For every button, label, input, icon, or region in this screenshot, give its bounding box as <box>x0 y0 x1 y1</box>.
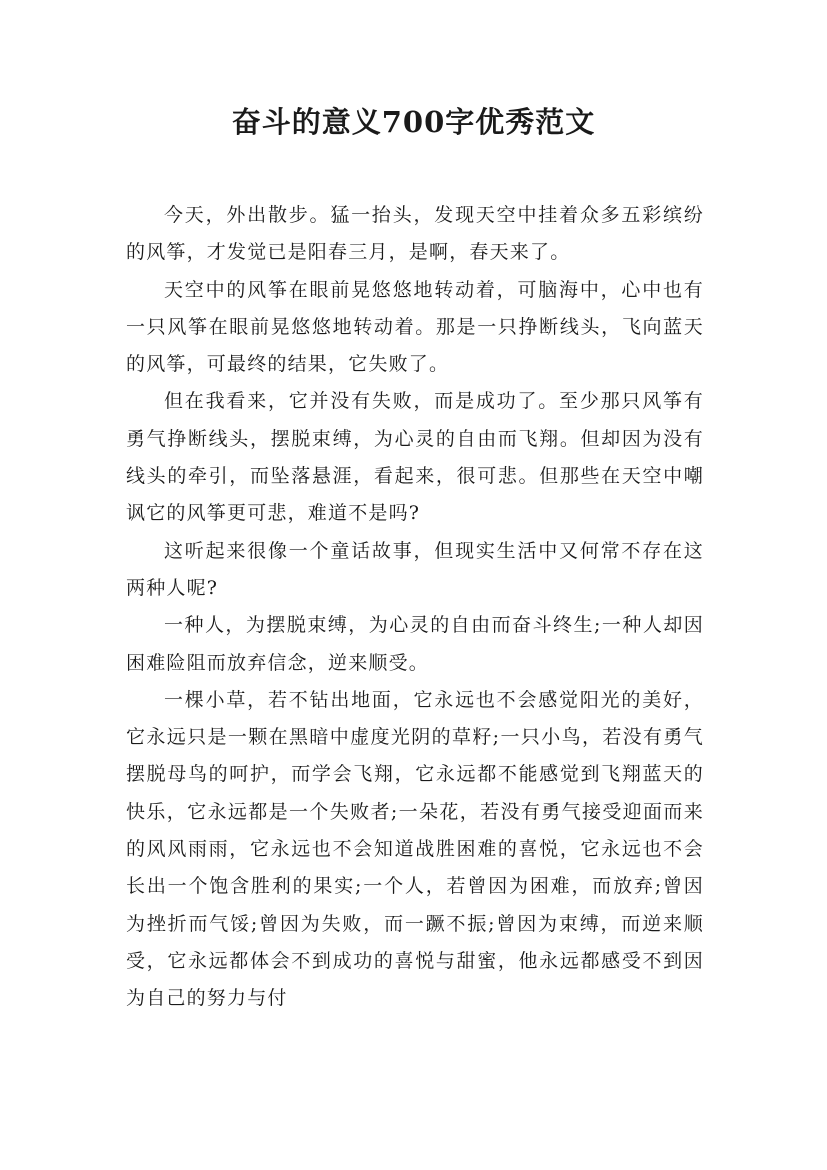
paragraph: 这听起来很像一个童话故事，但现实生活中又何常不存在这两种人呢? <box>126 539 704 599</box>
paragraph: 但在我看来，它并没有失败，而是成功了。至少那只风筝有勇气挣断线头，摆脱束缚，为心灵的自由而飞翔。但却因为没有线头的牵引，而坠落悬涯，看起来，很可悲。但那些在天空中嘲讽它的风筝更可悲，难道不是吗? <box>126 390 704 525</box>
paragraph: 今天，外出散步。猛一抬头，发现天空中挂着众多五彩缤纷的风筝，才发觉已是阳春三月，是啊，春天来了。 <box>126 204 704 264</box>
paragraph: 一棵小草，若不钻出地面，它永远也不会感觉阳光的美好，它永远只是一颗在黑暗中虚度光阴的草籽;一只小鸟，若没有勇气摆脱母鸟的呵护，而学会飞翔，它永远都不能感觉到飞翔蓝天的快乐，它永远都是一个失败者;一朵花，若没有勇气接受迎面而来的风风雨雨，它永远也不会知道战胜困难的喜悦，它永远也不会长出一个饱含胜利的果实;一个人，若曾因为困难，而放弃;曾因为挫折而气馁;曾因为失败，而一蹶不振;曾因为束缚，而逆来顺受，它永远都体会不到成功的喜悦与甜蜜，他永远都感受不到因为自己的努力与付 <box>126 688 704 1010</box>
document-title: 奋斗的意义700字优秀范文 <box>231 105 596 139</box>
paragraph: 一种人，为摆脱束缚，为心灵的自由而奋斗终生;一种人却因困难险阻而放弃信念，逆来顺受。 <box>126 614 704 674</box>
paragraph: 天空中的风筝在眼前晃悠悠地转动着，可脑海中，心中也有一只风筝在眼前晃悠悠地转动着。那是一只挣断线头，飞向蓝天的风筝，可最终的结果，它失败了。 <box>126 278 704 376</box>
document-body <box>126 197 704 1018</box>
